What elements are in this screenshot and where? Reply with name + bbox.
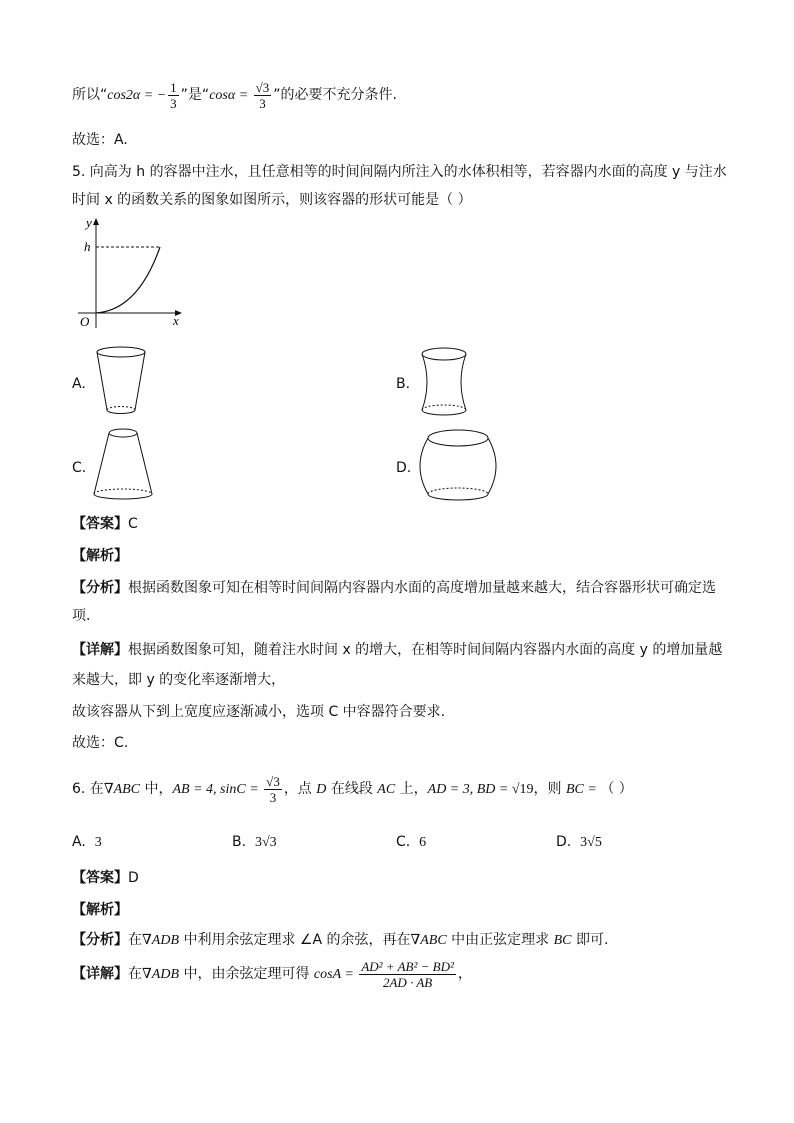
q5-choose: 故选：C. xyxy=(72,735,129,751)
q6-stem-mid5: ，则 xyxy=(533,781,566,797)
fenxi-triangle-adb: ∇ADB xyxy=(142,933,179,948)
xj-cosine-law-frac xyxy=(359,959,456,990)
eq-cosa-left: cosα = xyxy=(209,88,252,103)
y-axis-arrow xyxy=(93,218,99,225)
frac-den: 3 xyxy=(170,95,177,111)
frac-one-third xyxy=(168,80,179,111)
xj-pre: 在 xyxy=(128,966,142,982)
conclusion-line xyxy=(72,78,397,113)
frac-den: 2AD · AB xyxy=(382,974,433,990)
xj-mid: 中，由余弦定理可得 xyxy=(179,966,314,982)
q5-function-graph xyxy=(72,216,202,334)
q6-frac-sqrt3-over-3 xyxy=(264,774,282,805)
xiangjie-tag: 【详解】 xyxy=(72,966,128,982)
fenxi-text: 根据函数图象可知在相等时间间隔内容器内水面的高度增加量越来越大，结合容器形状可确定选 xyxy=(128,580,716,596)
q6-stem-mid4: 上， xyxy=(395,781,428,797)
option-value: 3√5 xyxy=(580,835,602,850)
q5-option-a-cup-icon xyxy=(88,344,158,418)
prev-answer-choice: 故选：A. xyxy=(72,132,128,148)
frac-num: √3 xyxy=(266,773,280,789)
fenxi-pre: 在 xyxy=(128,932,142,948)
xj-cos-a: cosA = xyxy=(313,967,358,982)
q5-xiangjie-line3: 故该容器从下到上宽度应逐渐减小，选项 C 中容器符合要求. xyxy=(72,704,446,720)
fenxi-mid2: 中由正弦定理求 xyxy=(446,932,554,948)
fenxi-bc: BC xyxy=(553,933,572,948)
q6-stem-mid2: ，点 xyxy=(283,781,317,797)
xiangjie-tag: 【详解】 xyxy=(72,642,128,658)
sqrt-radicand: 3 xyxy=(273,773,280,789)
option-value: 6 xyxy=(419,835,427,850)
xj-end: ， xyxy=(457,966,472,982)
h-label: h xyxy=(84,239,91,254)
conclusion-pre: 所以“ xyxy=(72,87,108,103)
q5-option-c-label: C. xyxy=(72,460,87,476)
q5-option-d-label: D. xyxy=(396,460,412,476)
option-label: A. xyxy=(72,834,86,850)
sqrt-radicand: 3 xyxy=(269,835,277,850)
answer-tag: 【答案】 xyxy=(72,870,128,886)
function-curve xyxy=(96,247,160,313)
q6-option-a xyxy=(72,832,102,853)
q5-fenxi-line2: 项. xyxy=(72,608,91,624)
q6-stem-mid1: 中， xyxy=(140,781,173,797)
q5-option-c-frustum-icon xyxy=(88,426,158,504)
fenxi-end: 即可. xyxy=(571,932,609,948)
origin-label: O xyxy=(80,314,90,329)
q5-answer xyxy=(72,514,138,534)
xiangjie-text: 根据函数图象可知，随着注水时间 x 的增大，在相等时间间隔内容器内水面的高度 y 的增加量越 xyxy=(128,642,723,658)
sqrt-radicand: 19 xyxy=(519,782,534,797)
sqrt-radicand: 3 xyxy=(262,79,270,95)
q6-point-d: D xyxy=(316,782,327,797)
option-value: 3 xyxy=(94,835,102,850)
sqrt-radicand: 5 xyxy=(594,835,602,850)
option-label: B. xyxy=(232,834,247,850)
answer-tag: 【答案】 xyxy=(72,516,128,532)
q6-option-c xyxy=(396,832,426,853)
y-label: y xyxy=(86,216,92,230)
coef: 3 xyxy=(580,835,588,850)
q6-fenxi xyxy=(72,930,608,951)
q6-stem-end: （ ） xyxy=(600,781,633,797)
answer-value: C xyxy=(128,516,138,532)
q5-option-b-hourglass-icon xyxy=(412,344,478,418)
frac-den: 3 xyxy=(269,789,277,805)
q5-option-a-label: A. xyxy=(72,376,86,392)
frac-num: AD² + AB² − BD² xyxy=(361,958,454,974)
fenxi-tag: 【分析】 xyxy=(72,932,128,948)
q5-analysis-tag: 【解析】 xyxy=(72,548,128,564)
option-label: D. xyxy=(556,834,572,850)
x-label: x xyxy=(173,313,179,328)
coef: 3 xyxy=(254,835,262,850)
frac-sqrt3-over-3 xyxy=(254,80,272,111)
q6-cond1: AB = 4, sinC = xyxy=(172,782,263,797)
eq-cos2a-left: cos2α = − xyxy=(107,88,167,103)
q5-option-b-label: B. xyxy=(396,376,411,392)
conclusion-post: ”的必要不充分条件. xyxy=(273,87,397,103)
q5-stem-line2: 时间 x 的函数关系的图象如图所示，则该容器的形状可能是（ ） xyxy=(72,192,472,208)
fenxi-tag: 【分析】 xyxy=(72,580,128,596)
frac-den: 3 xyxy=(259,95,266,111)
fenxi-triangle-abc: ∇ABC xyxy=(410,933,447,948)
frac-num: √3 xyxy=(255,79,270,95)
q5-fenxi-line1 xyxy=(72,578,716,598)
frac-num: 1 xyxy=(170,79,177,95)
q6-option-b xyxy=(232,832,277,853)
q6-triangle-abc: ∇ABC xyxy=(103,782,141,797)
q6-cond2: AD = 3, BD = xyxy=(427,782,512,797)
q6-bc: BC = xyxy=(566,782,601,797)
answer-value: D xyxy=(128,870,139,886)
xj-triangle-adb: ∇ADB xyxy=(142,967,179,982)
q6-sqrt19: √19 xyxy=(511,782,534,797)
q6-stem xyxy=(72,772,633,807)
q6-option-d xyxy=(556,832,602,853)
q6-segment-ac: AC xyxy=(377,782,396,797)
q5-option-d-barrel-icon xyxy=(414,424,502,506)
q6-answer xyxy=(72,868,139,888)
option-value: 3√3 xyxy=(255,835,277,850)
q6-stem-mid3: 在线段 xyxy=(326,781,378,797)
conclusion-mid: ”是“ xyxy=(180,87,210,103)
q6-stem-pre: 6. 在 xyxy=(72,781,104,797)
q5-xiangjie-line2: 来越大，即 y 的变化率逐渐增大， xyxy=(72,672,286,688)
q6-xiangjie xyxy=(72,956,472,993)
option-label: C. xyxy=(396,834,411,850)
fenxi-mid: 中利用余弦定理求 ∠A 的余弦，再在 xyxy=(179,932,411,948)
q5-stem-line1: 5. 向高为 h 的容器中注水，且任意相等的时间间隔内所注入的水体积相等，若容器内水面的高度 y 与注水 xyxy=(72,164,727,180)
q5-xiangjie-line1 xyxy=(72,640,722,660)
q6-analysis-tag: 【解析】 xyxy=(72,902,128,918)
